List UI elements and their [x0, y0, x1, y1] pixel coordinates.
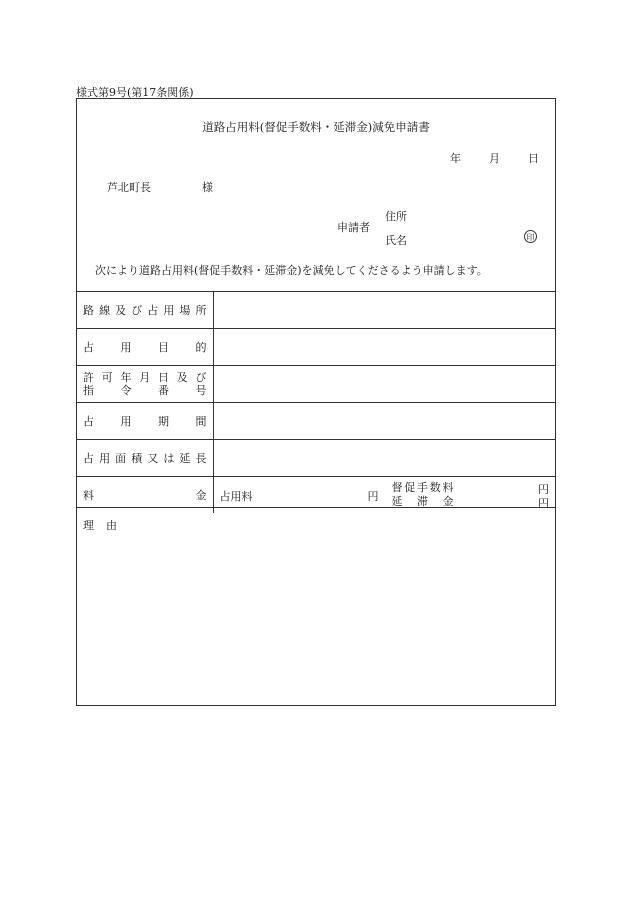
occupancy-purpose-label — [77, 329, 213, 366]
label-char: 長 — [195, 452, 207, 465]
occupancy-purpose-value[interactable] — [213, 329, 555, 366]
label-char: 料 — [442, 481, 454, 494]
label-char: 指 — [83, 384, 94, 397]
spread-label-line1 — [83, 371, 207, 384]
label-char: は — [163, 452, 175, 465]
label-char: 料 — [83, 489, 94, 502]
table-row — [77, 292, 555, 329]
date-month-label: 月 — [489, 152, 500, 165]
route-location-value[interactable] — [213, 292, 555, 329]
permit-date-number-label — [77, 366, 213, 403]
label-char: 占 — [83, 341, 94, 354]
label-char: 積 — [131, 452, 143, 465]
late-fee-unit: 円 — [538, 497, 549, 510]
label-char: 線 — [99, 304, 111, 317]
label-char: 用 — [120, 341, 132, 354]
spread-label — [83, 450, 207, 466]
label-char: び — [131, 304, 143, 317]
label-char: 金 — [195, 489, 207, 502]
permit-date-number-value[interactable] — [213, 366, 555, 403]
label-char: 日 — [158, 371, 169, 384]
label-char: 占 — [83, 415, 94, 428]
label-char: 督 — [391, 481, 403, 494]
applicant-label: 申請者 — [337, 221, 370, 234]
label-char: 可 — [101, 371, 113, 384]
occupancy-period-value[interactable] — [213, 403, 555, 440]
label-char: 番 — [158, 384, 169, 397]
label-char: 理 — [83, 519, 94, 532]
request-statement: 次により道路占用料(督促手数料・延滞金)を減免してくださるよう申請します。 — [95, 264, 488, 277]
addressee-honorific: 様 — [202, 181, 213, 194]
route-location-label — [77, 292, 213, 329]
label-char: 期 — [158, 415, 169, 428]
application-form — [76, 98, 556, 706]
label-char: 占 — [147, 304, 159, 317]
reason-section[interactable] — [77, 507, 555, 706]
label-char: 促 — [404, 481, 416, 494]
label-char: 路 — [83, 304, 94, 317]
label-char: 由 — [106, 519, 117, 532]
reminder-fee-unit: 円 — [538, 483, 549, 496]
occupancy-area-label — [77, 440, 213, 477]
label-char: 号 — [195, 384, 207, 397]
reason-label — [83, 517, 117, 533]
label-char: 数 — [429, 481, 441, 494]
occupancy-fee-unit: 円 — [367, 490, 379, 503]
spread-label — [83, 302, 207, 318]
label-char: 延 — [179, 452, 191, 465]
spread-label — [83, 339, 207, 355]
form-number: 様式第9号(第17条関係) — [76, 86, 194, 99]
table-row — [77, 440, 555, 477]
label-char: 及 — [176, 371, 188, 384]
label-char: 及 — [115, 304, 127, 317]
applicant-name-label: 氏名 — [385, 234, 407, 247]
label-char: 目 — [158, 341, 169, 354]
label-char: 又 — [147, 452, 159, 465]
spread-label — [83, 487, 207, 503]
document-title: 道路占用料(督促手数料・延滞金)減免申請書 — [202, 120, 430, 134]
reminder-fee-label — [392, 481, 454, 494]
label-char: 占 — [83, 452, 94, 465]
table-row — [77, 403, 555, 440]
label-char: 所 — [195, 304, 207, 317]
detail-table — [77, 291, 555, 513]
label-char: 場 — [179, 304, 191, 317]
seal-icon: 印 — [524, 230, 537, 243]
label-char: 延 — [391, 495, 403, 508]
spread-label-line2 — [83, 384, 207, 397]
spread-label — [83, 413, 207, 429]
date-day-label: 日 — [528, 152, 539, 165]
label-char: 手 — [417, 481, 428, 494]
label-char: 月 — [139, 371, 151, 384]
label-char: 用 — [163, 304, 175, 317]
occupancy-area-value[interactable] — [213, 440, 555, 477]
label-char: 滞 — [417, 495, 428, 508]
table-row — [77, 366, 555, 403]
label-char: 面 — [115, 452, 127, 465]
applicant-address-label: 住所 — [385, 210, 407, 223]
label-char: 金 — [442, 495, 454, 508]
addressee: 芦北町長 — [107, 181, 151, 194]
label-char: 許 — [83, 371, 94, 384]
label-char: 的 — [195, 341, 207, 354]
label-char: 令 — [120, 384, 132, 397]
label-char: 用 — [120, 415, 132, 428]
label-char: 年 — [120, 371, 132, 384]
date-row — [450, 150, 539, 166]
occupancy-fee-label: 占用料 — [219, 490, 253, 503]
table-row — [77, 329, 555, 366]
label-char: 用 — [99, 452, 111, 465]
date-year-label: 年 — [450, 152, 461, 165]
occupancy-period-label — [77, 403, 213, 440]
label-char: 間 — [195, 415, 207, 428]
label-char: び — [195, 371, 207, 384]
